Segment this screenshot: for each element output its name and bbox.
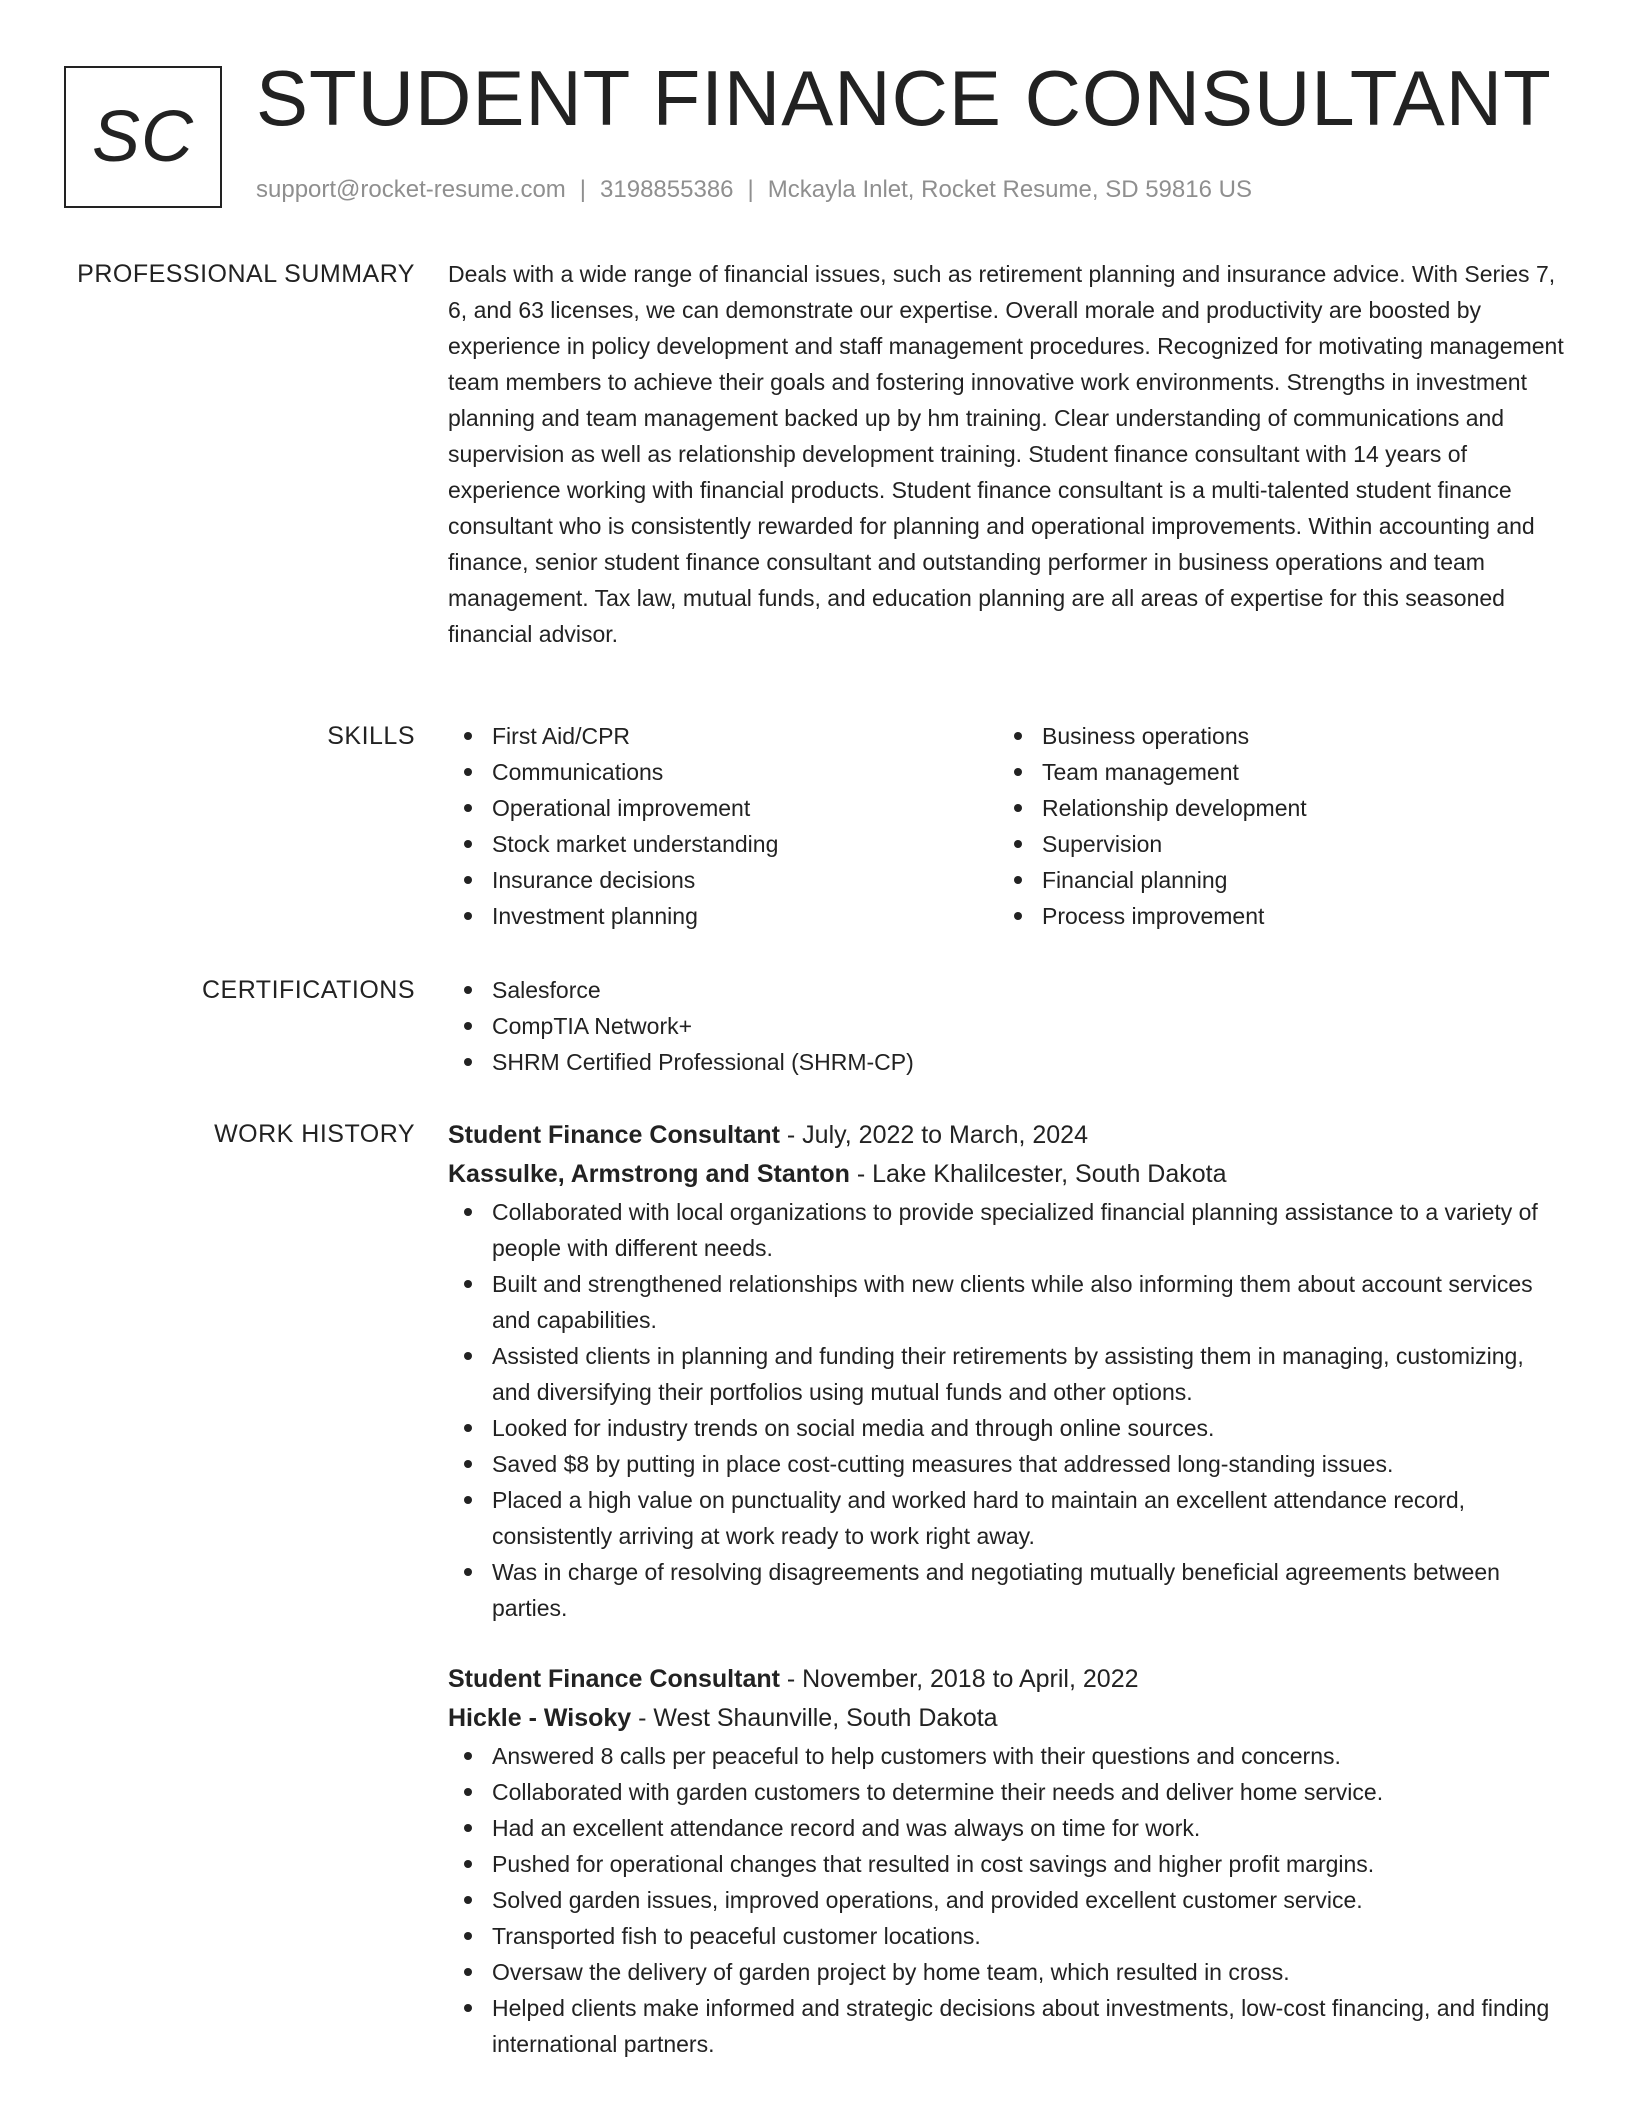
work-history-body xyxy=(448,1116,1568,2062)
resume-name: STUDENT FINANCE CONSULTANT xyxy=(256,54,1552,142)
summary-body xyxy=(448,256,1568,652)
skill-item: Investment planning xyxy=(448,898,998,934)
job-bullet: Saved $8 by putting in place cost-cutting measures that addressed long-standing issues. xyxy=(448,1446,1568,1482)
job-title-line xyxy=(448,1116,1568,1154)
summary-text: Deals with a wide range of financial issues, such as retirement planning and insurance advice. With Series 7, 6, and 63 licenses, we can demonstrate our expertise. Overall morale and productivity are boosted by experience in policy development and staff management procedures. Recognized for motivating management team members to achieve their goals and fostering innovative work environments. Strengths in investment planning and team management backed up by hm training. Clear understanding of communications and supervision as well as relationship development training. Student finance consultant with 14 years of experience working with financial products. Student finance consultant is a multi-talented student finance consultant who is consistently rewarded for planning and operational improvements. Within accounting and finance, senior student finance consultant and outstanding performer in business operations and team management. Tax law, mutual funds, and education planning are all areas of expertise for this seasoned financial advisor. xyxy=(448,261,1564,647)
job-title: Student Finance Consultant xyxy=(448,1121,780,1149)
section-label-certifications: CERTIFICATIONS xyxy=(201,976,415,1004)
certifications-body xyxy=(448,972,1568,1080)
job-bullets xyxy=(448,1738,1568,2062)
job-location: - Lake Khalilcester, South Dakota xyxy=(849,1160,1227,1188)
job-company-line xyxy=(448,1154,1568,1194)
skill-item: Communications xyxy=(448,754,998,790)
job-entry xyxy=(448,1660,1568,2062)
certifications-list xyxy=(448,972,1568,1080)
job-bullet: Collaborated with local organizations to provide specialized financial planning assistance to a variety of people with different needs. xyxy=(448,1194,1568,1266)
job-bullet: Pushed for operational changes that resulted in cost savings and higher profit margins. xyxy=(448,1846,1568,1882)
skill-item: Insurance decisions xyxy=(448,862,998,898)
section-label-summary: PROFESSIONAL SUMMARY xyxy=(77,260,415,288)
skill-item: Stock market understanding xyxy=(448,826,998,862)
skills-body xyxy=(448,718,1568,934)
job-company: Kassulke, Armstrong and Stanton xyxy=(448,1160,850,1188)
job-dates: - November, 2018 to April, 2022 xyxy=(779,1665,1139,1693)
job-bullet: Answered 8 calls per peaceful to help customers with their questions and concerns. xyxy=(448,1738,1568,1774)
certification-item: CompTIA Network+ xyxy=(448,1008,1568,1044)
job-bullets xyxy=(448,1194,1568,1626)
skill-item: First Aid/CPR xyxy=(448,718,998,754)
job-entry xyxy=(448,1116,1568,1626)
job-dates: - July, 2022 to March, 2024 xyxy=(779,1121,1088,1149)
job-company-line xyxy=(448,1698,1568,1738)
skill-item: Business operations xyxy=(998,718,1548,754)
monogram-initials: SC xyxy=(91,97,195,177)
contact-line xyxy=(256,176,1252,204)
job-bullet: Transported fish to peaceful customer locations. xyxy=(448,1918,1568,1954)
contact-separator: | xyxy=(579,176,587,203)
job-bullet: Was in charge of resolving disagreements and negotiating mutually beneficial agreements between parties. xyxy=(448,1554,1568,1626)
skill-item: Supervision xyxy=(998,826,1548,862)
job-bullet: Built and strengthened relationships with new clients while also informing them about account services and capabilities. xyxy=(448,1266,1568,1338)
job-bullet: Solved garden issues, improved operations, and provided excellent customer service. xyxy=(448,1882,1568,1918)
contact-email[interactable]: support@rocket-resume.com xyxy=(256,176,566,203)
job-bullet: Oversaw the delivery of garden project by home team, which resulted in cross. xyxy=(448,1954,1568,1990)
section-label-skills: SKILLS xyxy=(327,722,415,750)
skill-item: Team management xyxy=(998,754,1548,790)
certification-item: SHRM Certified Professional (SHRM-CP) xyxy=(448,1044,1568,1080)
skills-list-right xyxy=(998,718,1548,934)
skill-item: Operational improvement xyxy=(448,790,998,826)
section-label-work-history: WORK HISTORY xyxy=(214,1120,415,1148)
job-location: - West Shaunville, South Dakota xyxy=(631,1704,998,1732)
job-bullet: Looked for industry trends on social media and through online sources. xyxy=(448,1410,1568,1446)
job-title: Student Finance Consultant xyxy=(448,1665,780,1693)
contact-address: Mckayla Inlet, Rocket Resume, SD 59816 US xyxy=(767,176,1252,203)
job-bullet: Helped clients make informed and strategic decisions about investments, low-cost financing, and finding international partners. xyxy=(448,1990,1568,2062)
contact-phone[interactable]: 3198855386 xyxy=(600,176,734,203)
certification-item: Salesforce xyxy=(448,972,1568,1008)
job-bullet: Assisted clients in planning and funding their retirements by assisting them in managing, customizing, and diversifying their portfolios using mutual funds and other options. xyxy=(448,1338,1568,1410)
skill-item: Financial planning xyxy=(998,862,1548,898)
job-bullet: Had an excellent attendance record and was always on time for work. xyxy=(448,1810,1568,1846)
skill-item: Relationship development xyxy=(998,790,1548,826)
monogram-box xyxy=(64,66,222,208)
skills-list-left xyxy=(448,718,998,934)
job-bullet: Collaborated with garden customers to determine their needs and deliver home service. xyxy=(448,1774,1568,1810)
contact-separator: | xyxy=(747,176,754,203)
job-company: Hickle - Wisoky xyxy=(448,1704,632,1732)
job-title-line xyxy=(448,1660,1568,1698)
skill-item: Process improvement xyxy=(998,898,1548,934)
job-bullet: Placed a high value on punctuality and worked hard to maintain an excellent attendance record, consistently arriving at work ready to work right away. xyxy=(448,1482,1568,1554)
